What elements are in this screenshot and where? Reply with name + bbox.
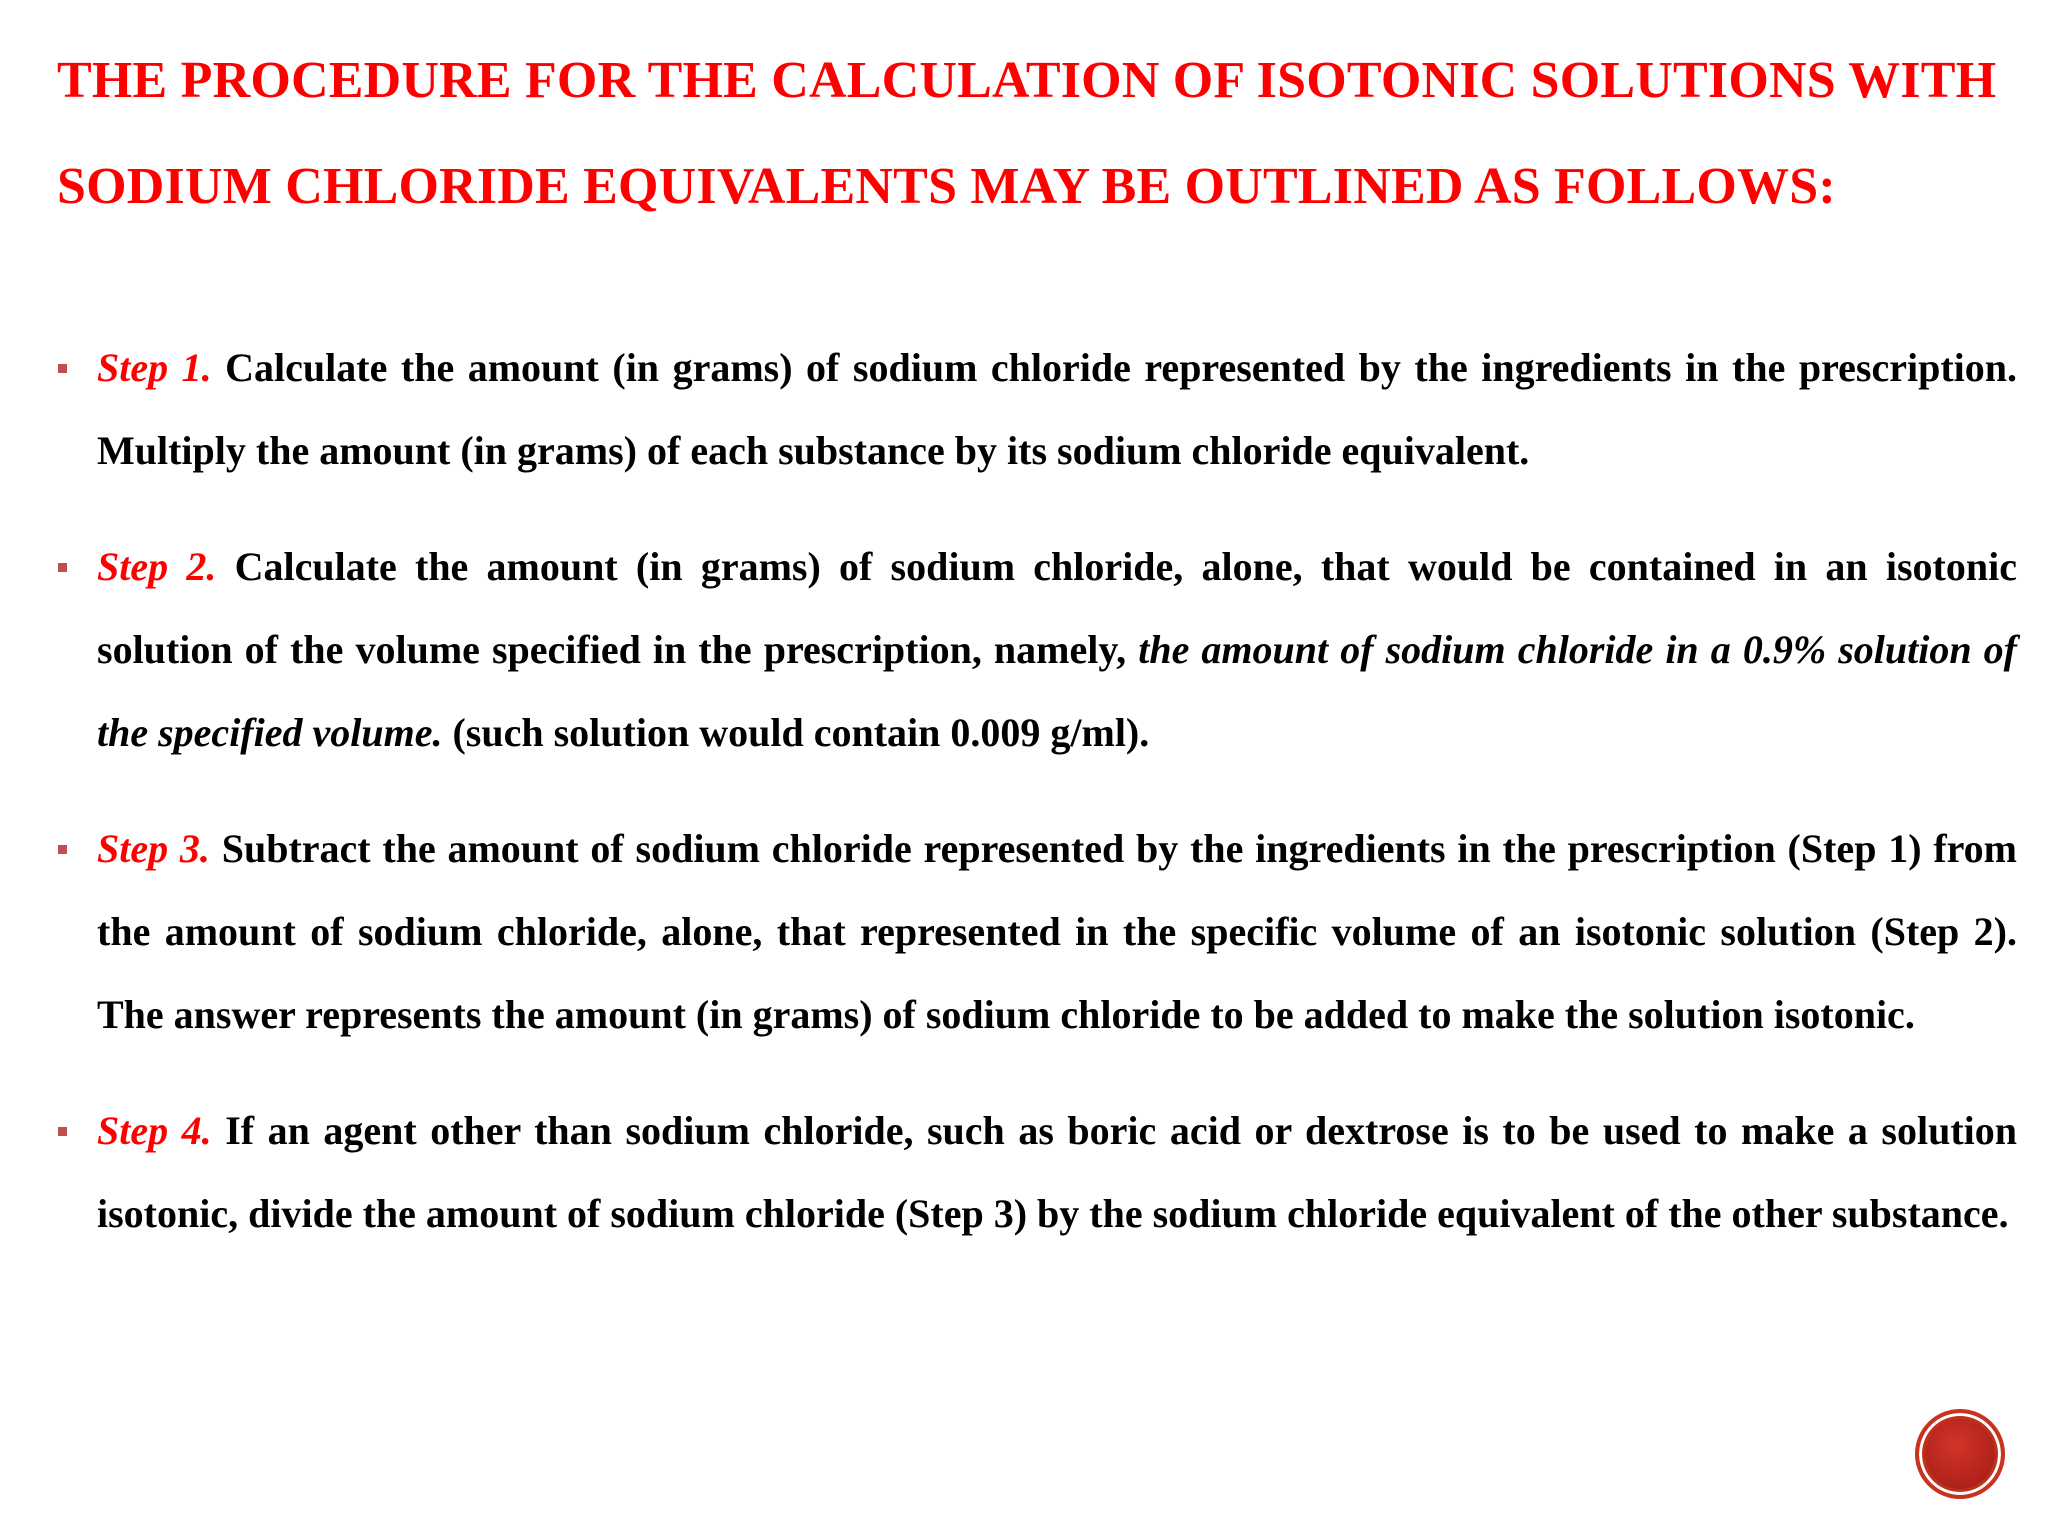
step-label: Step 4. — [97, 1108, 212, 1153]
step-label: Step 2. — [97, 544, 217, 589]
step-text: If an agent other than sodium chloride, such as boric acid or dextrose is to be used to make a solution isotonic, divide the amount of sodium chloride (Step 3) by the sodium chloride equivalent of the other substance. — [97, 1108, 2017, 1236]
step-label: Step 3. — [97, 826, 210, 871]
step-text-after: (such solution would contain 0.009 g/ml). — [452, 710, 1150, 755]
square-bullet-icon — [58, 364, 67, 373]
step-item-3 — [57, 807, 2017, 1056]
step-item-4 — [57, 1089, 2017, 1255]
square-bullet-icon — [58, 563, 67, 572]
step-item-2 — [57, 525, 2017, 774]
slide-title: THE PROCEDURE FOR THE CALCULATION OF ISOTONIC SOLUTIONS WITH SODIUM CHLORIDE EQUIVALENTS MAY BE OUTLINED AS FOLLOWS: — [57, 52, 1997, 215]
step-item-1 — [57, 326, 2017, 492]
steps-list — [57, 326, 2017, 1288]
square-bullet-icon — [58, 845, 67, 854]
step-text: Calculate the amount (in grams) of sodium chloride represented by the ingredients in the prescription. Multiply the amount (in grams) of each substance by its sodium chloride equivalent. — [97, 345, 2018, 473]
red-circle-badge-icon — [1915, 1409, 2005, 1499]
step-text: Subtract the amount of sodium chloride represented by the ingredients in the prescription (Step 1) from the amount of sodium chloride, alone, that represented in the specific volume of an isotonic solution (Step 2). The answer represents the amount (in grams) of sodium chloride to be added to make the solution isotonic. — [97, 826, 2018, 1037]
step-label: Step 1. — [97, 345, 212, 390]
square-bullet-icon — [58, 1127, 67, 1136]
step-text-italic: the amount of sodium chloride in a 0.9% solution of the specified volume. — [97, 627, 2017, 755]
step-text: Calculate the amount (in grams) of sodium chloride, alone, that would be contained in an isotonic solution of the volume specified in the prescription, namely, — [97, 544, 2017, 672]
